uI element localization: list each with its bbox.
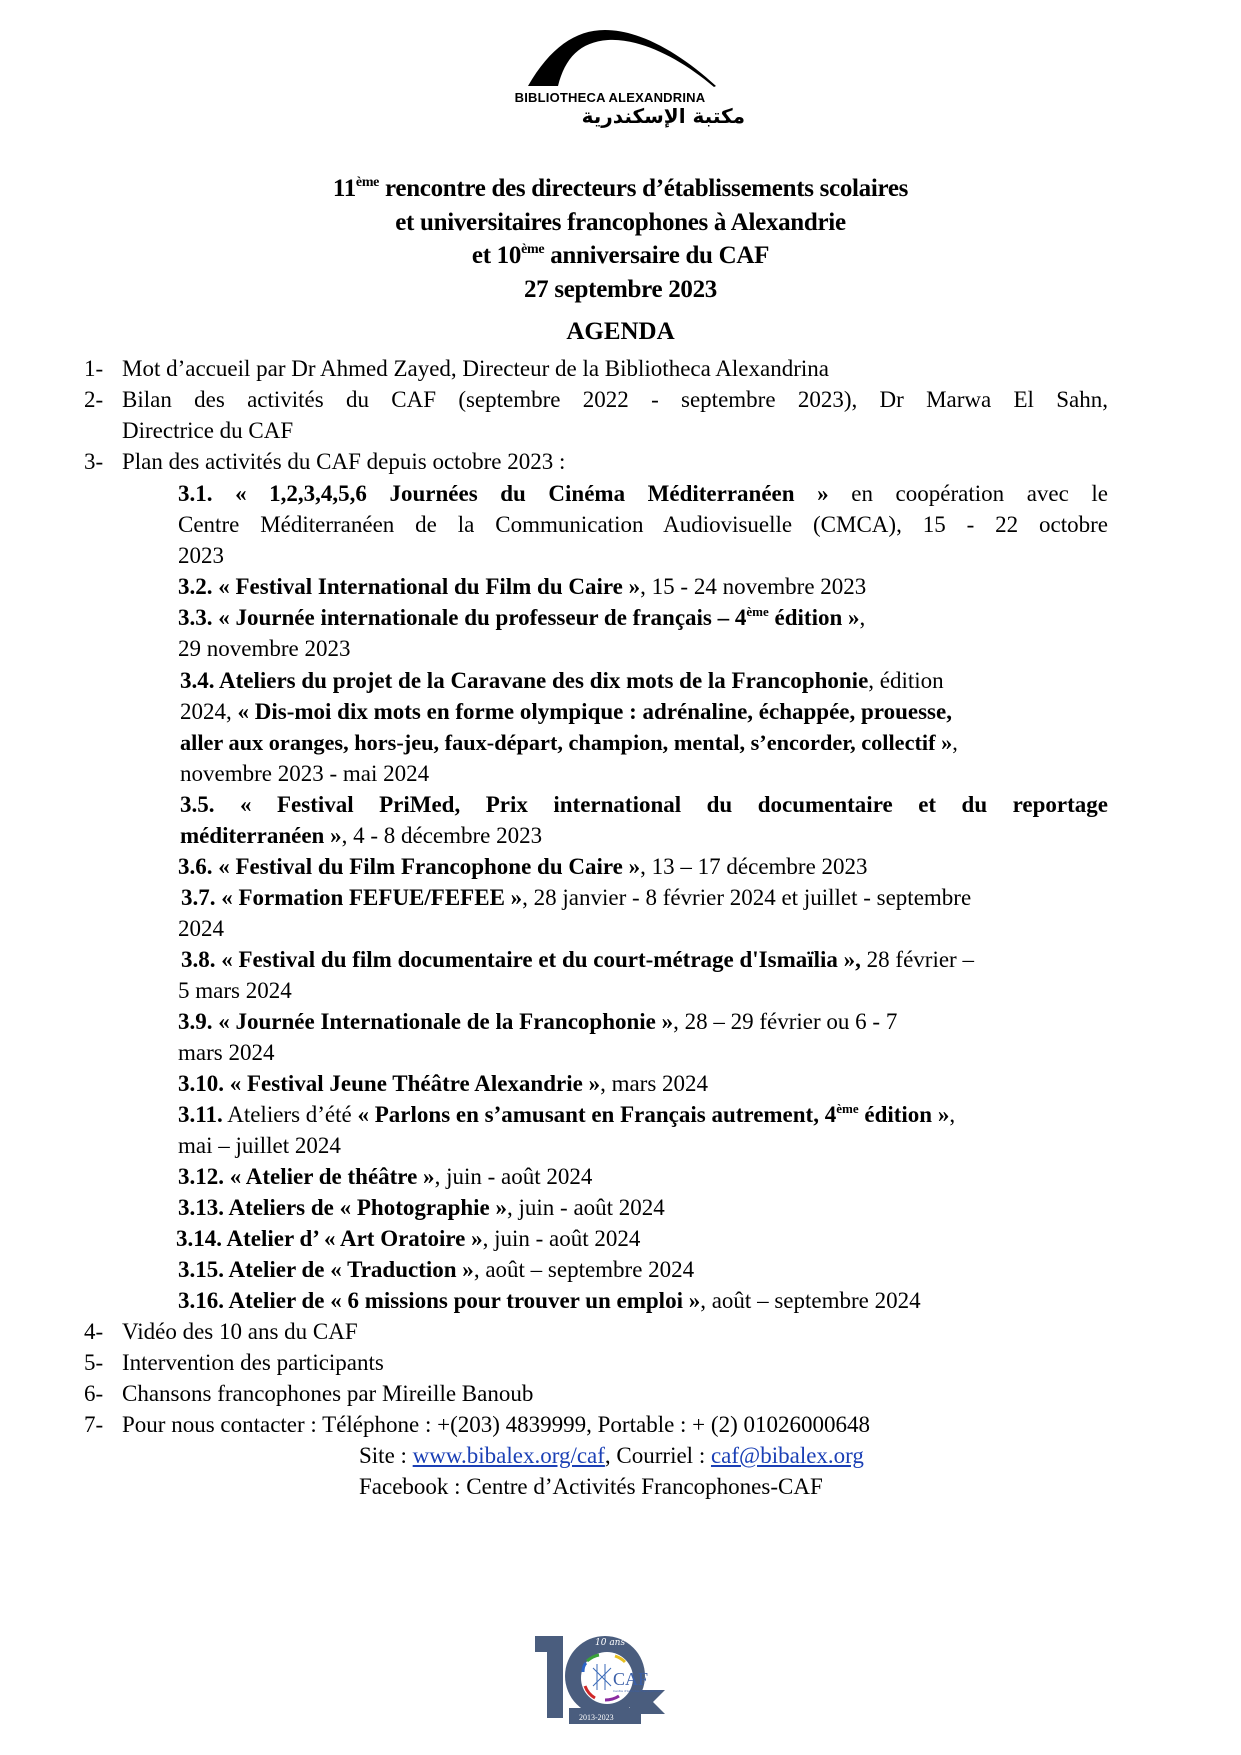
sub-item-3-5: 3.5. « Festival PriMed, Prix international du documentaire et du reportage xyxy=(180,792,1108,817)
sub-item-3-9-cont: mars 2024 xyxy=(178,1040,275,1065)
caf-anniversary-badge-icon xyxy=(535,1628,685,1728)
item-number: 6- xyxy=(84,1381,104,1406)
agenda-item-5-text: Intervention des participants xyxy=(122,1350,384,1375)
item-number: 5- xyxy=(84,1350,104,1375)
agenda-item-1 xyxy=(84,353,103,384)
sub-item-3-4-cont: novembre 2023 - mai 2024 xyxy=(180,761,430,786)
contact-site-line: Site : www.bibalex.org/caf, Courriel : caf@bibalex.org xyxy=(359,1443,864,1468)
item-number: 4- xyxy=(84,1319,104,1344)
sub-item-3-8: 3.8. « Festival du film documentaire et du court-métrage d'Ismaïlia », 28 février – xyxy=(181,947,974,972)
arc-icon xyxy=(520,28,720,90)
agenda-item-4-text: Vidéo des 10 ans du CAF xyxy=(122,1319,358,1344)
logo-text-ar: مكتبة الإسكندرية xyxy=(581,104,745,128)
agenda-heading: AGENDA xyxy=(566,318,675,345)
sub-item-3-6: 3.6. « Festival du Film Francophone du Caire », 13 – 17 décembre 2023 xyxy=(178,854,868,879)
agenda-item-2-text: Bilan des activités du CAF (septembre 2022 - septembre 2023), Dr Marwa El Sahn, xyxy=(122,387,1108,412)
years-text: 2013-2023 xyxy=(579,1713,614,1722)
caf-brand-text: CAF xyxy=(613,1669,649,1689)
title-line-3: et 10ème anniversaire du CAF xyxy=(471,242,770,269)
sub-item-3-7-cont: 2024 xyxy=(178,916,224,941)
sub-item-3-7: 3.7. « Formation FEFUE/FEFEE », 28 janvier - 8 février 2024 et juillet - septembre xyxy=(181,885,972,910)
sub-item-3-5-cont: méditerranéen », 4 - 8 décembre 2023 xyxy=(180,823,543,848)
sub-item-3-14: 3.14. Atelier d’ « Art Oratoire », juin - août 2024 xyxy=(176,1226,641,1251)
item-number: 2- xyxy=(84,387,104,412)
agenda-item-1-text: Mot d’accueil par Dr Ahmed Zayed, Directeur de la Bibliotheca Alexandrina xyxy=(122,356,829,381)
sub-item-3-16: 3.16. Atelier de « 6 missions pour trouver un emploi », août – septembre 2024 xyxy=(178,1288,921,1313)
sub-item-3-2: 3.2. « Festival International du Film du Caire », 15 - 24 novembre 2023 xyxy=(178,574,867,599)
sub-item-3-3: 3.3. « Journée internationale du professeur de français – 4ème édition », xyxy=(178,604,866,630)
sub-item-3-15: 3.15. Atelier de « Traduction », août – septembre 2024 xyxy=(178,1257,695,1282)
bibliotheca-alexandrina-logo xyxy=(480,28,760,128)
item-number: 3- xyxy=(84,449,104,474)
sub-item-3-11-cont: mai – juillet 2024 xyxy=(178,1133,341,1158)
logo-text-en: BIBLIOTHECA ALEXANDRINA xyxy=(514,90,706,105)
agenda-item-2-text-cont: Directrice du CAF xyxy=(122,418,294,443)
sub-item-3-12: 3.12. « Atelier de théâtre », juin - août 2024 xyxy=(178,1164,593,1189)
sub-item-3-1-cont: 2023 xyxy=(178,543,224,568)
sub-item-3-4-cont: 2024, « Dis-moi dix mots en forme olympique : adrénaline, échappée, prouesse, xyxy=(180,699,952,724)
website-link[interactable]: www.bibalex.org/caf xyxy=(412,1443,605,1468)
title-date: 27 septembre 2023 xyxy=(523,275,718,303)
agenda-item-6-text: Chansons francophones par Mireille Banoub xyxy=(122,1381,534,1406)
title-line-2: et universitaires francophones à Alexandrie xyxy=(395,208,846,236)
caf-10-years-logo xyxy=(535,1628,685,1728)
sub-item-3-4-cont: aller aux oranges, hors-jeu, faux-départ, champion, mental, s’encorder, collectif », xyxy=(180,730,958,755)
document-title xyxy=(0,172,1241,306)
sub-item-3-9: 3.9. « Journée Internationale de la Francophonie », 28 – 29 février ou 6 - 7 xyxy=(178,1009,898,1034)
badge-text: 10 ans xyxy=(595,1638,626,1648)
email-link[interactable]: caf@bibalex.org xyxy=(710,1443,864,1468)
item-number: 7- xyxy=(84,1412,104,1437)
agenda-item-7-contact: Pour nous contacter : Téléphone : +(203) 4839999, Portable : + (2) 01026000648 xyxy=(122,1412,870,1437)
sub-item-3-13: 3.13. Ateliers de « Photographie », juin - août 2024 xyxy=(178,1195,665,1220)
sub-item-3-11: 3.11. Ateliers d’été « Parlons en s’amusant en Français autrement, 4ème édition », xyxy=(178,1101,956,1127)
contact-facebook-line: Facebook : Centre d’Activités Francophones-CAF xyxy=(359,1474,823,1499)
sub-item-3-1-cont: Centre Méditerranéen de la Communication Audiovisuelle (CMCA), 15 - 22 octobre xyxy=(178,512,1108,537)
title-line-1: 11ème rencontre des directeurs d’établissements scolaires xyxy=(332,175,909,202)
item-number: 1- xyxy=(84,356,104,381)
caf-brand-sub: Centre d'Activités Francophones xyxy=(613,1689,662,1693)
sub-item-3-10: 3.10. « Festival Jeune Théâtre Alexandrie », mars 2024 xyxy=(178,1071,709,1096)
sub-item-3-4: 3.4. Ateliers du projet de la Caravane des dix mots de la Francophonie, édition xyxy=(180,668,944,693)
agenda-item-3-text: Plan des activités du CAF depuis octobre 2023 : xyxy=(122,449,566,474)
sub-item-3-3-cont: 29 novembre 2023 xyxy=(178,636,351,661)
sub-item-3-8-cont: 5 mars 2024 xyxy=(178,978,292,1003)
sub-item-3-1: 3.1. « 1,2,3,4,5,6 Journées du Cinéma Méditerranéen » en coopération avec le xyxy=(178,481,1109,506)
